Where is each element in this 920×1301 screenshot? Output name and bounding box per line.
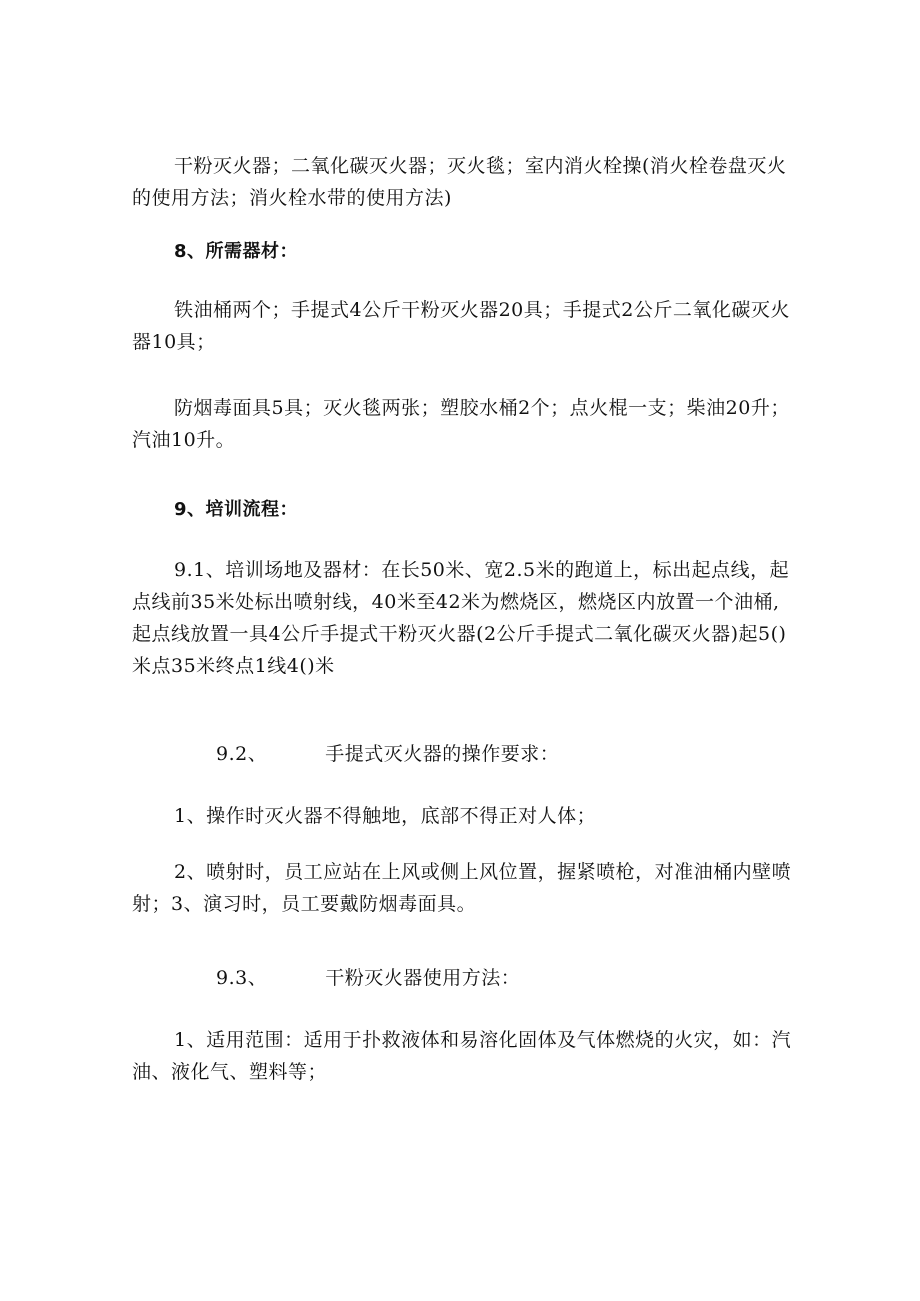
equipment-list-paragraph: 干粉灭火器；二氧化碳灭火器；灭火毯；室内消火栓操(消火栓卷盘灭火的使用方法；消火栓水带的使用方法) [132,155,787,209]
section-9-heading: 9、培训流程： [174,499,299,520]
section-9-2-title: 手提式灭火器的操作要求： [325,743,560,765]
section-9-2-number: 9.2、 [216,743,268,765]
operation-requirement-1: 1、操作时灭火器不得触地，底部不得正对人体； [174,805,597,827]
required-equipment-paragraph-2: 防烟毒面具5具；灭火毯两张；塑胶水桶2个；点火棍一支；柴油20升；汽油10升。 [132,397,790,451]
applicable-range-paragraph: 1、适用范围：适用于扑救液体和易溶化固体及气体燃烧的火灾，如：汽油、液化气、塑料等； [132,1029,792,1083]
section-8-heading: 8、所需器材： [174,241,299,262]
section-9-2-heading [132,738,797,770]
operation-requirement-2-3: 2、喷射时，员工应站在上风或侧上风位置，握紧喷枪，对准油桶内壁喷射；3、演习时，员工要戴防烟毒面具。 [132,861,792,915]
section-9-3-title: 干粉灭火器使用方法： [325,967,521,989]
required-equipment-paragraph-1: 铁油桶两个；手提式4公斤干粉灭火器20具；手提式2公斤二氧化碳灭火器10具； [132,299,790,353]
section-9-1-paragraph: 9.1、培训场地及器材：在长50米、宽2.5米的跑道上，标出起点线，起点线前35米处标出喷射线，40米至42米为燃烧区，燃烧区内放置一个油桶,起点线放置一具4公斤手提式干粉灭火器(2公斤手提式二氧化碳灭火器)起5()米点35米终点1线4()米 [132,559,790,677]
section-9-3-heading [132,962,797,994]
section-9-3-number: 9.3、 [216,967,268,989]
